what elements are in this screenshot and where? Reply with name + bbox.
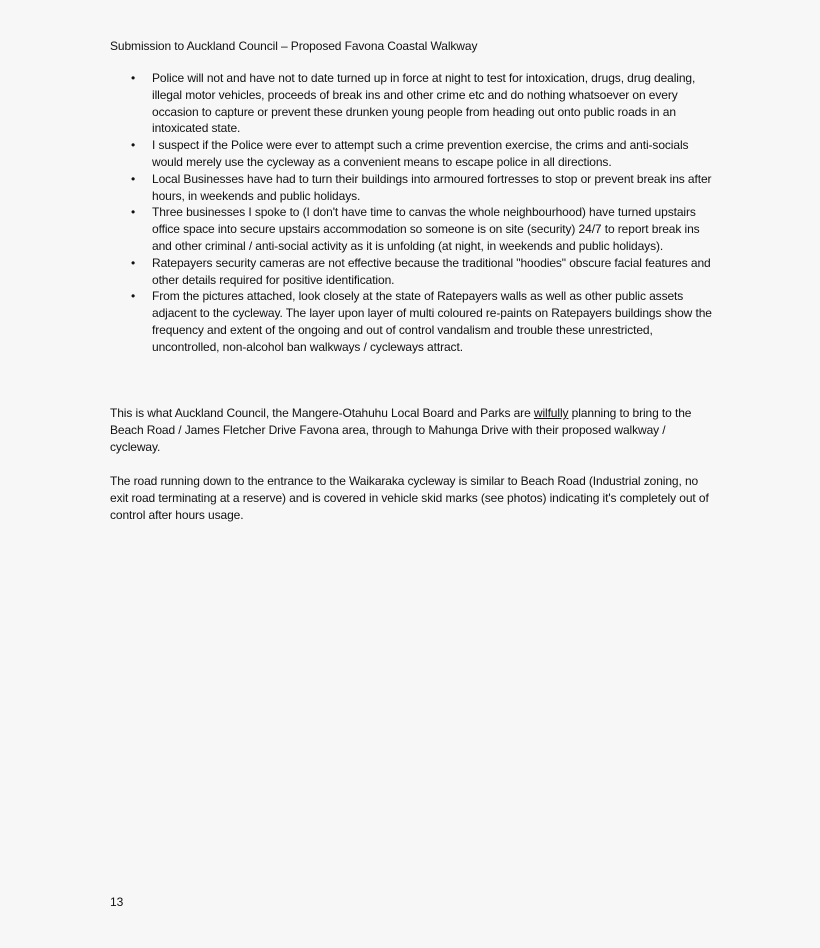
bullet-text: I suspect if the Police were ever to attempt such a crime prevention exercise, the crims and anti-socials would merely use the cycleway as a convenient means to escape police in all directions. [152,138,689,169]
bullet-icon: • [131,138,136,153]
bullet-list [131,70,717,356]
list-item [131,137,717,171]
paragraph-plan-start: This is what Auckland Council, the Mangere-Otahuhu Local Board and Parks are [110,406,534,420]
bullet-text: Police will not and have not to date turned up in force at night to test for intoxication, drugs, drug dealing, illegal motor vehicles, proceeds of break ins and other crime etc and do nothing whatsoever on every occasion to capture or prevent these drunken young people from heading out onto public roads in an intoxicated state. [152,71,696,136]
paragraph-plan-end: planning to bring to the Beach Road / James Fletcher Drive Favona area, through to Mahunga Drive with their proposed walkway / cycleway. [110,406,692,454]
bullet-icon: • [131,255,136,270]
bullet-icon: • [131,71,136,85]
list-item [131,255,717,289]
bullet-icon: • [131,289,136,304]
bullet-text: From the pictures attached, look closely at the state of Ratepayers walls as well as other public assets adjacent to the cycleway. The layer upon layer of multi coloured re-paints on Ratepayers buildings show the frequency and extent of the ongoing and out of control vandalism and trouble these unrestricted, uncontrolled, non-alcohol ban walkways / cycleways attract. [152,289,712,354]
list-item [131,288,717,355]
paragraph-plan [110,405,710,455]
list-item [131,204,717,254]
bullet-text: Local Businesses have had to turn their buildings into armoured fortresses to stop or prevent break ins after hours, in weekends and public holidays. [152,171,712,203]
list-item [131,70,717,137]
bullet-icon: • [131,205,136,220]
bullet-icon: • [131,171,136,186]
paragraph-road: The road running down to the entrance to the Waikaraka cycleway is similar to Beach Road (Industrial zoning, no exit road terminating at a reserve) and is covered in vehicle skid marks (see photos) indicating it's completely out of control after hours usage. [110,474,709,522]
page-header: Submission to Auckland Council – Proposed Favona Coastal Walkway [110,39,478,53]
bullet-text: Ratepayers security cameras are not effective because the traditional "hoodies" obscure facial features and other details required for positive identification. [152,255,711,287]
bullet-text: Three businesses I spoke to (I don't have time to canvas the whole neighbourhood) have turned upstairs office space into secure upstairs accommodation so someone is on site (security) 24/7 to report break ins and other criminal / anti-social activity as it is unfolding (at night, in weekends and public holidays). [152,205,700,253]
page-number: 13 [110,895,124,909]
list-item [131,171,717,205]
underlined-word: wilfully [533,406,569,420]
